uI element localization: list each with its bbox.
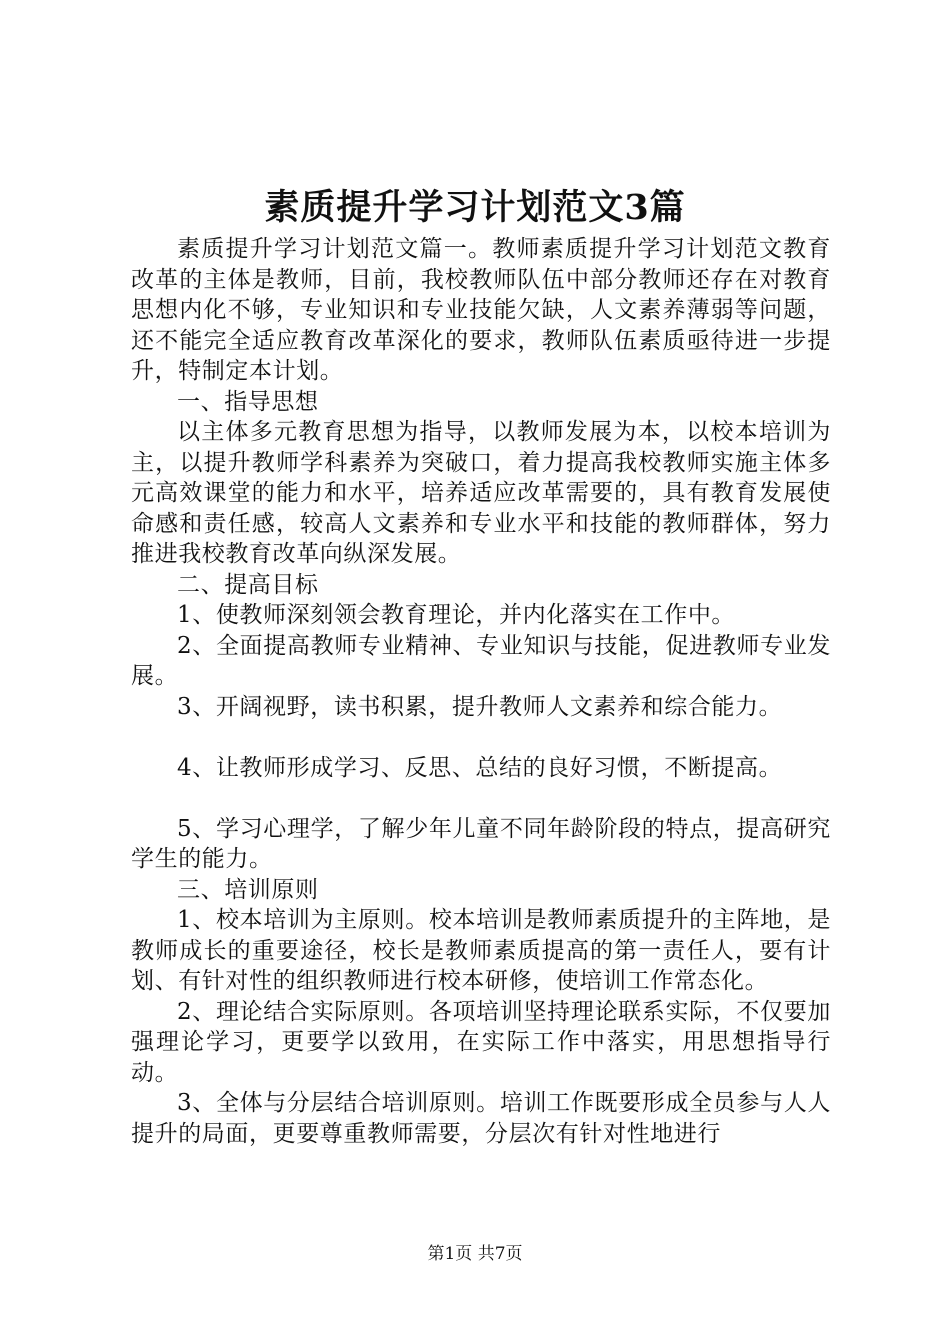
section-heading-guiding-ideology: 一、指导思想 — [177, 388, 319, 415]
goal-item-3: 3、开阔视野，读书积累，提升教师人文素养和综合能力。 — [177, 693, 783, 720]
section-heading-principles: 三、培训原则 — [177, 876, 319, 903]
principle-item-2: 2、理论结合实际原则。各项培训坚持理论联系实际，不仅要加强理论学习，更要学以致用，在实际工作中落实，用思想指导行动。 — [131, 998, 831, 1086]
document-title: 素质提升学习计划范文3篇 — [264, 187, 686, 228]
blank-line — [131, 783, 831, 814]
goal-item-2: 2、全面提高教师专业精神、专业知识与技能，促进教师专业发展。 — [131, 632, 831, 689]
document-body — [131, 234, 831, 1149]
intro-paragraph: 素质提升学习计划范文篇一。教师素质提升学习计划范文教育改革的主体是教师，目前，我校教师队伍中部分教师还存在对教育思想内化不够，专业知识和专业技能欠缺，人文素养薄弱等问题，还不能完全适应教育改革深化的要求，教师队伍素质亟待进一步提升，特制定本计划。 — [131, 236, 831, 384]
guiding-ideology-paragraph: 以主体多元教育思想为指导，以教师发展为本，以校本培训为主，以提升教师学科素养为突破口，着力提高我校教师实施主体多元高效课堂的能力和水平，培养适应改革需要的，具有教育发展使命感和责任感，较高人文素养和专业水平和技能的教师群体，努力推进我校教育改革向纵深发展。 — [131, 419, 831, 567]
goal-item-5: 5、学习心理学，了解少年儿童不同年龄阶段的特点，提高研究学生的能力。 — [131, 815, 831, 872]
principle-item-1: 1、校本培训为主原则。校本培训是教师素质提升的主阵地，是教师成长的重要途径，校长是教师素质提高的第一责任人，要有计划、有针对性的组织教师进行校本研修，使培训工作常态化。 — [131, 907, 831, 994]
page-footer: 第1页 共7页 — [427, 1244, 523, 1264]
blank-line — [131, 722, 831, 753]
principle-item-3: 3、全体与分层结合培训原则。培训工作既要形成全员参与人人提升的局面，更要尊重教师需要，分层次有针对性地进行 — [131, 1090, 831, 1147]
section-heading-goals: 二、提高目标 — [177, 571, 319, 598]
goal-item-1: 1、使教师深刻领会教育理论，并内化落实在工作中。 — [177, 602, 736, 628]
goal-item-4: 4、让教师形成学习、反思、总结的良好习惯，不断提高。 — [177, 754, 783, 781]
